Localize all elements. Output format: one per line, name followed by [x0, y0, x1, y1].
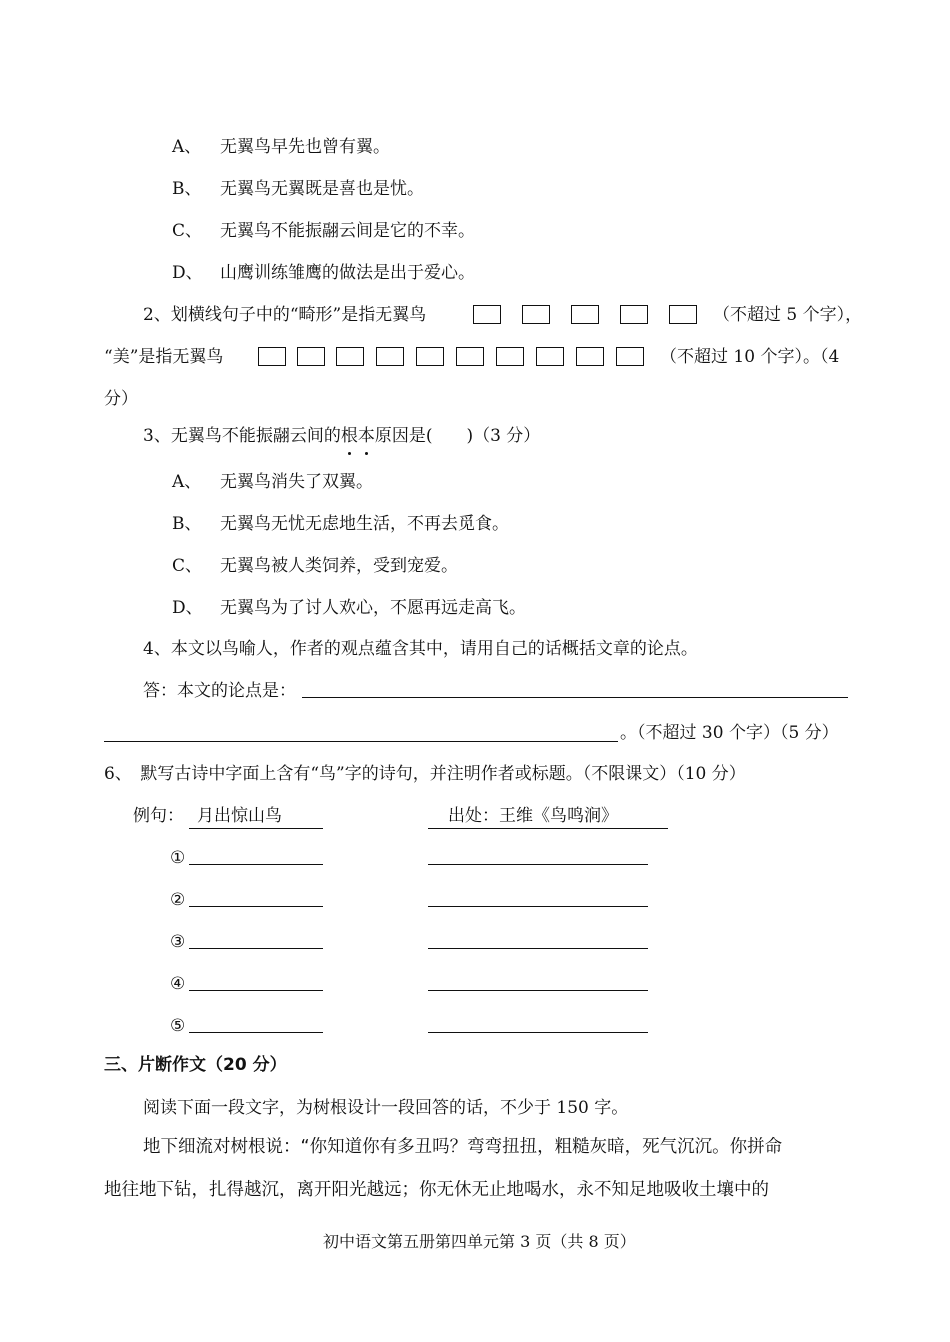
q6-source-answer-3[interactable]: [428, 948, 648, 949]
q6-line-answer-3[interactable]: [189, 948, 323, 949]
section3-title: 三、片断作文（20 分）: [104, 1055, 287, 1075]
option-letter: C、: [172, 556, 203, 576]
answer-box[interactable]: [473, 305, 501, 324]
q2-line2-prefix: “美”是指无翼鸟: [104, 347, 224, 367]
option-text: 无翼鸟被人类饲养，受到宠爱。: [220, 556, 458, 576]
option-letter: B、: [172, 179, 202, 199]
q6-example-label: 例句：: [133, 806, 184, 826]
option-text: 山鹰训练雏鹰的做法是出于爱心。: [220, 263, 475, 283]
section3-passage-line-2: 地往地下钻，扎得越沉，离开阳光越远；你无休无止地喝水，永不知足地吸收土壤中的: [104, 1180, 769, 1200]
section3-passage-line-1: 地下细流对树根说：“你知道你有多丑吗？弯弯扭扭，粗糙灰暗，死气沉沉。你拼命: [143, 1137, 783, 1157]
option-letter: B、: [172, 514, 202, 534]
answer-box[interactable]: [376, 347, 404, 366]
q1-option-b: [172, 177, 424, 201]
item-number: ①: [170, 848, 186, 868]
answer-box[interactable]: [616, 347, 644, 366]
q3-suffix: 原因是( )（3 分）: [374, 426, 541, 446]
q1-option-c: [172, 219, 475, 243]
q4-answer-line-2[interactable]: [104, 741, 618, 742]
answer-box[interactable]: [522, 305, 550, 324]
answer-box[interactable]: [496, 347, 524, 366]
answer-box[interactable]: [297, 347, 325, 366]
emphasis-char: 根: [340, 426, 358, 446]
q6-line-answer-2[interactable]: [189, 906, 323, 907]
q3-option-d: [172, 596, 526, 620]
q6-item-1: [170, 846, 185, 870]
q6-line-answer-1[interactable]: [189, 864, 323, 865]
q1-option-a: [172, 135, 390, 159]
answer-box[interactable]: [576, 347, 604, 366]
q6-example-source: [428, 804, 668, 829]
q3-option-c: [172, 554, 458, 578]
q2-line3: 分）: [104, 389, 138, 409]
q6-item-5: [170, 1014, 185, 1038]
q6-item-3: [170, 930, 185, 954]
q3-question: [143, 424, 540, 448]
option-letter: A、: [172, 137, 202, 157]
option-text: 无翼鸟为了讨人欢心，不愿再远走高飞。: [220, 598, 526, 618]
answer-box[interactable]: [336, 347, 364, 366]
q3-option-b: [172, 512, 509, 536]
q2-prefix: 2、划横线句子中的“畸形”是指无翼鸟: [143, 305, 427, 325]
q4-question: 4、本文以鸟喻人，作者的观点蕴含其中，请用自己的话概括文章的论点。: [143, 639, 698, 659]
option-letter: D、: [172, 598, 203, 618]
option-letter: A、: [172, 472, 202, 492]
q6-source-answer-5[interactable]: [428, 1032, 648, 1033]
q1-option-d: [172, 261, 475, 285]
answer-box[interactable]: [620, 305, 648, 324]
option-text: 无翼鸟早先也曾有翼。: [220, 137, 390, 157]
emphasis-char: 本: [357, 426, 375, 446]
q2-line2: [104, 345, 223, 369]
q6-source-answer-4[interactable]: [428, 990, 648, 991]
q2-limit-2: （不超过 10 个字）。（4: [660, 347, 840, 367]
item-number: ④: [170, 974, 186, 994]
q3-prefix: 3、无翼鸟不能振翮云间的: [143, 426, 341, 446]
answer-box[interactable]: [669, 305, 697, 324]
answer-box[interactable]: [258, 347, 286, 366]
item-number: ③: [170, 932, 186, 952]
q4-limit: 。（不超过 30 个字）（5 分）: [620, 723, 839, 743]
example-line-text: 月出惊山鸟: [189, 804, 323, 829]
q6-source-answer-1[interactable]: [428, 864, 648, 865]
page-footer: 初中语文第五册第四单元第 3 页（共 8 页）: [323, 1232, 636, 1251]
q6-example-line: [189, 804, 323, 829]
q6-item-4: [170, 972, 185, 996]
option-text: 无翼鸟不能振翮云间是它的不幸。: [220, 221, 475, 241]
q6-line-answer-4[interactable]: [189, 990, 323, 991]
answer-box[interactable]: [536, 347, 564, 366]
option-letter: C、: [172, 221, 203, 241]
option-letter: D、: [172, 263, 203, 283]
option-text: 无翼鸟消失了双翼。: [220, 472, 373, 492]
q4-answer-line-1[interactable]: [302, 697, 848, 698]
q2-limit-1: （不超过 5 个字），: [713, 305, 863, 325]
answer-box[interactable]: [571, 305, 599, 324]
section3-instruction: 阅读下面一段文字，为树根设计一段回答的话，不少于 150 字。: [143, 1098, 629, 1118]
example-source-text: 出处：王维《鸟鸣涧》: [428, 804, 668, 829]
q4-answer-label: 答：本文的论点是：: [143, 681, 296, 701]
q3-option-a: [172, 470, 373, 494]
item-number: ②: [170, 890, 186, 910]
option-text: 无翼鸟无翼既是喜也是忧。: [220, 179, 424, 199]
q2-question: [143, 303, 426, 327]
answer-box[interactable]: [456, 347, 484, 366]
option-text: 无翼鸟无忧无虑地生活，不再去觅食。: [220, 514, 509, 534]
answer-box[interactable]: [416, 347, 444, 366]
item-number: ⑤: [170, 1016, 186, 1036]
q6-line-answer-5[interactable]: [189, 1032, 323, 1033]
q6-source-answer-2[interactable]: [428, 906, 648, 907]
q6-question: 6、 默写古诗中字面上含有“鸟”字的诗句，并注明作者或标题。（不限课文）（10 分）: [104, 764, 746, 784]
q6-item-2: [170, 888, 185, 912]
